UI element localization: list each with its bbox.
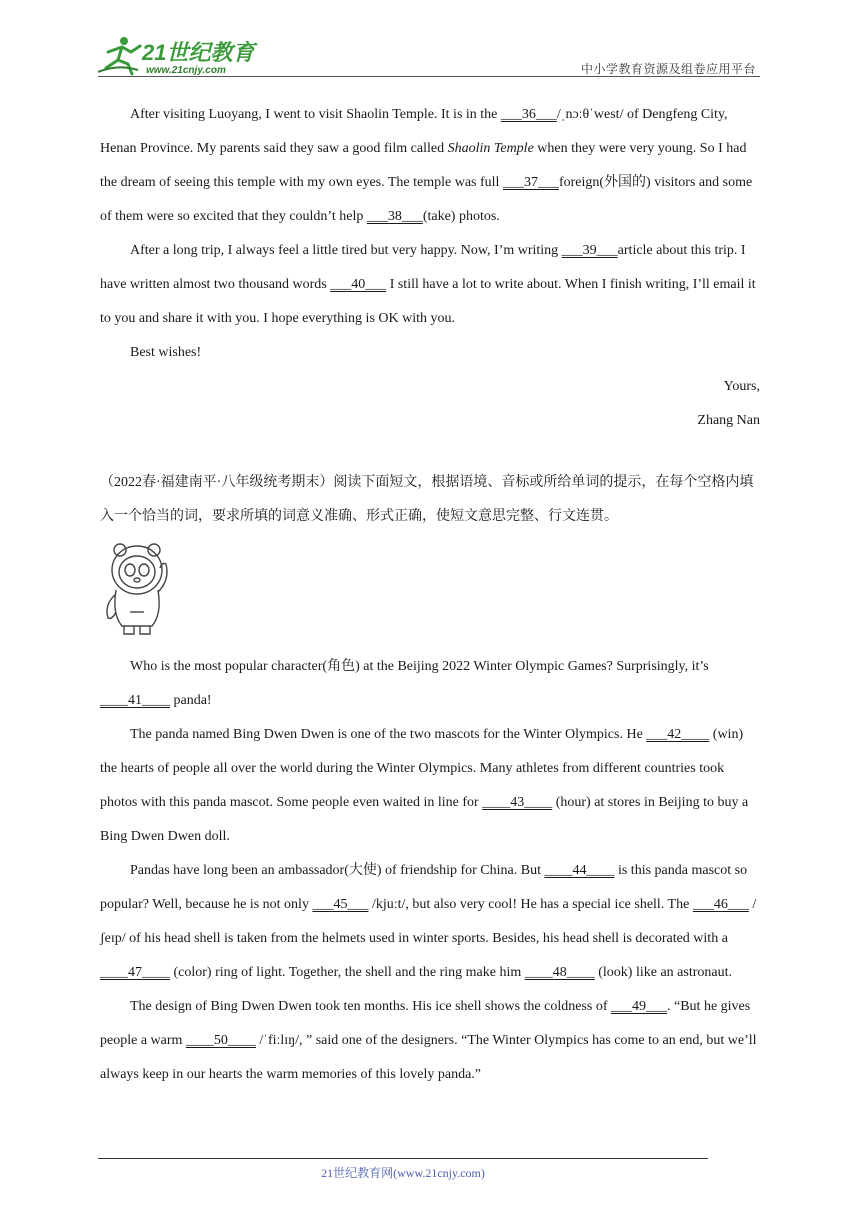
question-instruction: （2022春·福建南平·八年级统考期末）阅读下面短文，根据语境、音标或所给单词的提示，在每个空格内填入一个恰当的词，要求所填的词意义准确、形式正确，使短文意思完整、行文连贯。 [100, 475, 754, 524]
blank-43[interactable]: ____43____ [482, 795, 553, 810]
letter-signature: Zhang Nan [697, 413, 760, 428]
passage-paragraph-2: The panda named Bing Dwen Dwen is one of the two mascots for the Winter Olympics. He ___42____ (win) the hearts of people all over the world during the Winter Olympics. Many athletes from different countries took photos with this panda mascot. Some people even waited in line for ____43____ (hour) at stores in Beijing to buy a Bing Dwen Dwen doll. [100, 727, 749, 844]
letter-paragraph-1: After visiting Luoyang, I went to visit Shaolin Temple. It is in the ___36___/ˌnɔːθˈwest/ of Dengfeng City, Henan Province. My parents said they saw a good film called Shaolin Temple when they were very young. So I had the dream of seeing this temple with my own eyes. The temple was full ___37___foreign(外国的) visitors and some of them were so excited that they couldn’t help ___38___(take) photos. [100, 107, 753, 224]
footer-divider [98, 1158, 708, 1159]
blank-40[interactable]: ___40___ [330, 277, 387, 292]
blank-49[interactable]: ___49___ [611, 999, 667, 1014]
logo-text: 21世纪教育 [142, 40, 255, 65]
blank-44[interactable]: ____44____ [544, 863, 615, 878]
blank-50[interactable]: ____50____ [185, 1033, 256, 1048]
blank-48[interactable]: ____48____ [524, 965, 595, 980]
page-footer: 21世纪教育网(www.21cnjy.com) [321, 1166, 485, 1180]
blank-37[interactable]: ___37___ [502, 175, 559, 190]
blank-39[interactable]: ___39___ [561, 243, 618, 258]
blank-41[interactable]: ____41____ [100, 693, 170, 708]
film-title: Shaolin Temple [447, 141, 534, 156]
blank-38[interactable]: ___38___ [366, 209, 423, 224]
letter-paragraph-2: After a long trip, I always feel a little tired but very happy. Now, I’m writing ___39___article about this trip. I have written almost two thousand words ___40___ I still have a lot to write about. When I finish writing, I’ll email it to you and share it with you. I hope everything is OK with you. [100, 243, 756, 326]
blank-45[interactable]: ___45___ [312, 897, 369, 912]
letter-yours: Yours, [723, 379, 760, 394]
passage-paragraph-3: Pandas have long been an ambassador(大使) of friendship for China. But ____44____ is this panda mascot so popular? Well, because he is not only ___45___ /kjuːt/, but also very cool! He has a special ice shell. The ___46___ /ʃeɪp/ of his head shell is taken from the helmets used in winter sports. Besides, his head shell is decorated with a ____47____ (color) ring of light. Together, the shell and the ring make him ____48____ (look) like an astronaut. [100, 863, 757, 980]
blank-46[interactable]: ___46___ [692, 897, 749, 912]
header-platform-text: 中小学教育资源及组卷应用平台 [580, 62, 756, 76]
page-content [100, 98, 760, 1092]
logo-url: www.21cnjy.com [146, 65, 226, 76]
blank-42[interactable]: ___42____ [646, 727, 710, 742]
page-header [98, 34, 760, 78]
blank-36[interactable]: ___36___ [500, 107, 557, 122]
passage-paragraph-4: The design of Bing Dwen Dwen took ten months. His ice shell shows the coldness of ___49___. “But he gives people a warm ____50____ /ˈfiːlɪŋ/, ” said one of the designers. “The Winter Olympics has come to an end, but we’ll always keep in our hearts the warm memories of this lovely panda.” [100, 999, 757, 1082]
runner-logo-icon [98, 34, 268, 76]
passage-paragraph-1: Who is the most popular character(角色) at the Beijing 2022 Winter Olympic Games? Surprisingly, it’s ____41____ panda! [100, 659, 709, 708]
blank-47[interactable]: ____47____ [100, 965, 170, 980]
header-divider [98, 76, 760, 77]
letter-closing: Best wishes! [130, 345, 202, 360]
bing-dwen-dwen-panda-icon [100, 540, 176, 636]
